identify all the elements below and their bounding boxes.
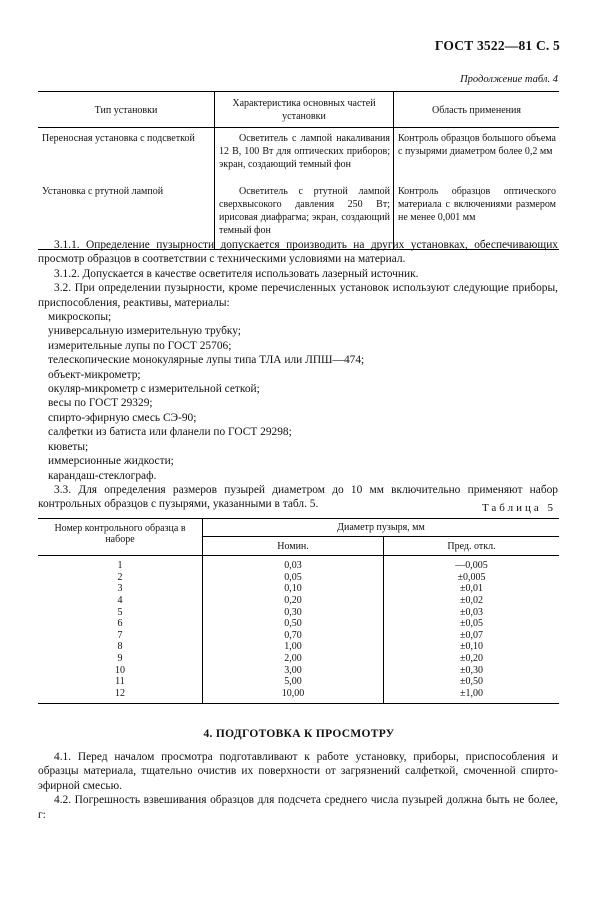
paragraph-3-1-1: 3.1.1. Определение пузырности допускается производить на других установках, обеспечивающих просмотр образцов в соответствии с техническими условиями на материал.	[38, 239, 558, 266]
table5-cell: ±0,005	[457, 571, 486, 583]
list-item: кюветы;	[48, 440, 89, 453]
list-item: окуляр-микрометр с измерительной сеткой;	[48, 383, 260, 396]
table5-cell: ±0,10	[460, 641, 483, 653]
table5-cell: 11	[38, 676, 203, 688]
table5-header-tolerance: Пред. откл.	[384, 537, 560, 556]
section3-text	[38, 238, 558, 512]
table4-cell: Контроль образцов оптического материала с включениями размером не менее 0,001 мм	[394, 179, 560, 250]
table5-cell: 0,10	[203, 583, 384, 595]
list-item: микроскопы;	[48, 311, 112, 324]
table4-row	[38, 128, 559, 180]
table5-header-nominal: Номин.	[203, 537, 384, 556]
table5-cell: 5,00	[203, 676, 384, 688]
table5-cell: 2	[38, 572, 203, 584]
table5-cell: 0,03	[203, 556, 384, 572]
table5-cell: 0,70	[203, 630, 384, 642]
table4-cell: Переносная установка с подсветкой	[42, 133, 195, 144]
list-item: спирто-эфирную смесь СЭ-90;	[48, 411, 197, 424]
table5-cell: 10,00	[203, 688, 384, 704]
table5-row	[38, 688, 559, 704]
table5-cell: ±0,30	[460, 664, 483, 676]
table5-cell: 7	[38, 630, 203, 642]
table5-cell: 4	[38, 595, 203, 607]
table4-header-characteristics: Характеристика основных частей установки	[215, 92, 394, 128]
table5-cell: ±0,50	[460, 676, 483, 688]
list-item: измерительные лупы по ГОСТ 25706;	[48, 339, 232, 352]
table5-row	[38, 572, 559, 584]
table5-cell: 5	[38, 606, 203, 618]
table5-cell: ±0,20	[460, 653, 483, 665]
paragraph-3-2: 3.2. При определении пузырности, кроме перечисленных установок используют следующие приборы, приспособления, реактивы, материалы:	[38, 282, 558, 309]
table4-cell: Осветитель с лампой накаливания 12 В, 100 Вт для оптических приборов; экран, создающий темный фон	[215, 128, 394, 180]
table4-header-type: Тип установки	[38, 92, 215, 128]
page-header: ГОСТ 3522—81 С. 5	[434, 38, 560, 53]
table5-row	[38, 641, 559, 653]
table5-row	[38, 653, 559, 665]
table5-cell: ±0,07	[460, 629, 483, 641]
table5-row	[38, 676, 559, 688]
table5-row	[38, 595, 559, 607]
table5-cell: ±0,05	[460, 618, 483, 630]
table5-caption: Таблица 5	[481, 502, 556, 514]
table5-cell: 3	[38, 583, 203, 595]
table5-cell: 0,20	[203, 595, 384, 607]
table-continuation-label: Продолжение табл. 4	[460, 74, 558, 85]
table4-header-application: Область применения	[394, 92, 560, 128]
table5-cell: 12	[38, 688, 203, 704]
paragraph-4-2: 4.2. Погрешность взвешивания образцов для подсчета среднего числа пузырей должна быть не более, г:	[38, 794, 558, 821]
table5-cell: 3,00	[203, 664, 384, 676]
list-item: универсальную измерительную трубку;	[48, 325, 241, 338]
table5-header-diameter: Диаметр пузыря, мм	[203, 519, 560, 537]
list-item: весы по ГОСТ 29329;	[48, 397, 153, 410]
table5-row	[38, 630, 559, 642]
table5-cell: 10	[38, 664, 203, 676]
table5-cell: 9	[38, 653, 203, 665]
table5-row	[38, 606, 559, 618]
table4-cell: Контроль образцов большого объема с пузырями диаметром более 0,2 мм	[398, 133, 556, 157]
table5-row	[38, 618, 559, 630]
table5-row	[38, 664, 559, 676]
list-item: телескопические монокулярные лупы типа ТЛА или ЛПШ—474;	[48, 354, 365, 367]
table5-cell: ±0,01	[460, 583, 483, 595]
paragraph-4-1: 4.1. Перед началом просмотра подготавливают к работе установку, приборы, приспособления и образцы материала, тщательно очистив их поверхности от загрязнений салфеткой, смоченной спирто-эфирной смесью.	[38, 751, 558, 792]
table5-row	[38, 583, 559, 595]
table5-cell: 0,05	[203, 572, 384, 584]
table5-row	[38, 556, 559, 572]
table5-cell: 6	[38, 618, 203, 630]
table5-cell: —0,005	[455, 560, 488, 572]
list-item: объект-микрометр;	[48, 368, 141, 381]
list-item: карандаш-стеклограф.	[48, 469, 157, 482]
table-5	[38, 518, 559, 704]
table-4	[38, 91, 559, 250]
table4-cell: Осветитель с ртутной лампой сверхвысокого давления 250 Вт; ирисовая диафрагма; экран, создающий темный фон	[215, 179, 394, 250]
table4-cell: Установка с ртутной лампой	[38, 179, 215, 250]
section4-title: 4. ПОДГОТОВКА К ПРОСМОТРУ	[203, 728, 395, 740]
table5-cell: 2,00	[203, 653, 384, 665]
table5-cell: ±1,00	[384, 688, 560, 704]
list-item: салфетки из батиста или фланели по ГОСТ 29298;	[48, 426, 292, 439]
table5-cell: 0,30	[203, 606, 384, 618]
table5-cell: 1,00	[203, 641, 384, 653]
table5-header-sample-number: Номер контрольного образца в наборе	[38, 519, 203, 556]
table5-cell: 1	[38, 556, 203, 572]
paragraph-3-1-2: 3.1.2. Допускается в качестве осветителя использовать лазерный источник.	[54, 267, 419, 280]
section4-text	[38, 750, 558, 822]
list-item: иммерсионные жидкости;	[48, 455, 174, 468]
table5-cell: 8	[38, 641, 203, 653]
table5-cell: 0,50	[203, 618, 384, 630]
table5-cell: ±0,02	[460, 595, 483, 607]
paragraph-3-3: 3.3. Для определения размеров пузырей диаметром до 10 мм включительно применяют набор контрольных образцов с пузырями, указанными в табл. 5.	[38, 483, 558, 511]
table5-cell: ±0,03	[460, 606, 483, 618]
